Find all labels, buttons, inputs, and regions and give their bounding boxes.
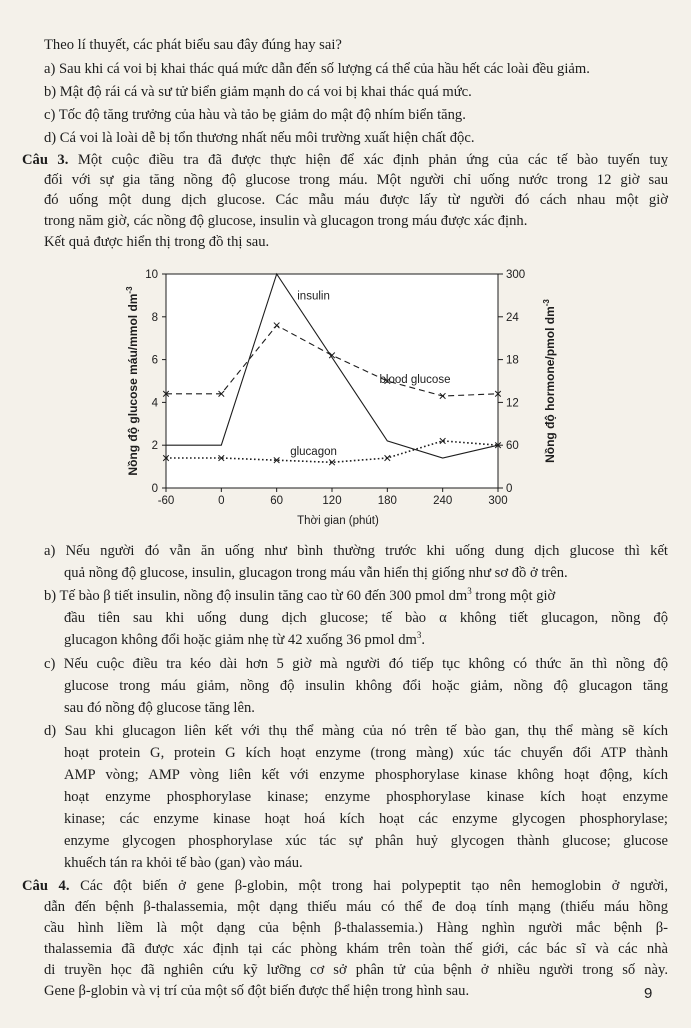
y-right-tick-label: 0 [506,483,513,495]
page-number: 9 [644,985,653,1002]
y-left-tick-label: 8 [151,311,158,324]
x-axis-label: Thời gian (phút) [297,515,379,527]
q4-line-6: Gene β-globin và vị trí của một số đột biến được thể hiện trong hình sau. [44,983,470,999]
insulin-series-label: insulin [297,290,330,303]
x-tick-label: -60 [157,495,175,507]
intro-option-a: a) Sau khi cá voi bị khai thác quá mức dẫn đến số lượng cá thể của hầu hết các loài đều giảm. [44,61,590,77]
q3-option-c-1: c) Nếu cuộc điều tra kéo dài hơn 5 giờ mà người đó tiếp tục không có thức ăn thì nồng độ [44,656,668,672]
y-left-tick-label: 6 [151,354,158,367]
y-right-tick-label: 18 [506,354,519,367]
q3-label: Câu 3. [22,152,69,168]
q4-line-2: dẫn đến bệnh β-thalassemia, một dạng thiếu máu có thể đe doạ tính mạng (thiếu máu hồng [44,899,668,915]
intro-option-b: b) Mật độ rái cá và sư tử biển giảm mạnh do cá voi bị khai thác quá mức. [44,84,472,100]
q3-text-1: Một cuộc điều tra đã được thực hiện để xác định phản ứng của các tế bào tuyến tuỵ [77,152,669,168]
y-axis-left-label: Nồng độ glucose máu/mmol $dm^{-3}$ [125,286,140,476]
blood-glucose-series-label: blood glucose [379,374,451,387]
y-right-tick-label: 24 [506,311,519,324]
q4-line-4: thalassemia đã được xác định tại các phòng khám trên toàn thế giới, các bác sĩ và các nhà [44,941,668,957]
glucagon-series-label: glucagon [290,445,337,458]
q3-option-d-1: d) Sau khi glucagon liên kết với thụ thể màng của nó trên tế bào gan, thụ thể màng sẽ kích [44,723,668,739]
q3-line-1 [22,150,668,170]
q3-option-b-2: đầu tiên sau khi uống dung dịch glucose; tế bào α không tiết glucagon, nồng độ [64,610,668,626]
x-tick-label: 240 [433,495,453,507]
q3-option-b-1: b) Tế bào β tiết insulin, nồng độ insulin tăng cao từ 60 đến 300 pmol $dm^3$ trong một giờ [44,586,556,604]
q3-line-5: Kết quả được hiển thị trong đồ thị sau. [44,234,270,250]
q3-line-2: đối với sự gia tăng nồng độ glucose trong máu. Một người chỉ uống nước trong 12 giờ sau [44,172,668,188]
intro-option-c: c) Tốc độ tăng trưởng của hàu và tảo bẹ giảm do mật độ nhím biển tăng. [44,107,466,123]
q3-option-c-3: sau đó nồng độ glucose tăng lên. [64,700,255,716]
x-tick-label: 60 [270,495,284,507]
q3-option-c-2: glucose trong máu giảm, nồng độ insulin không đổi hoặc giảm, nồng độ glucagon tăng [64,678,668,694]
hormone-glucose-chart [118,258,568,540]
q3-line-3: đó uống một dung dịch glucose. Các mẫu máu được lấy từ người đó cách nhau một giờ [44,192,668,208]
q3-option-d-6: enzyme glycogen phosphorylase xúc tác sự phân huỷ glycogen thành glucose; glucose [64,833,668,849]
q3-option-d-5: kinase; các enzyme kinase hoạt hoá kích hoạt các enzyme glycogen phosphorylase; [64,811,668,827]
q4-label: Câu 4. [22,878,70,894]
y-left-tick-label: 4 [151,397,158,410]
x-tick-label: 120 [322,495,342,507]
y-right-tick-label: 12 [506,397,519,410]
q3-line-4: trong năm giờ, các nồng độ glucose, insulin và glucagon trong máu được xác định. [44,213,528,229]
q3-option-d-2: hoạt protein G, protein G kích hoạt enzyme (trong màng) xúc tác chuyển đổi ATP thành [64,745,668,761]
q3-option-d-3: AMP vòng; AMP vòng liên kết với enzyme phosphorylase kinase không hoạt động, kích [64,767,668,783]
y-right-tick-label: 60 [506,440,519,453]
intro-option-d: d) Cá voi là loài dễ bị tổn thương nhất nếu môi trường xuất hiện chất độc. [44,130,475,146]
y-right-tick-label: 300 [506,269,526,281]
q3-option-d-7: khuếch tán ra khỏi tế bào (gan) vào máu. [64,855,303,871]
x-tick-label: 0 [218,495,225,507]
y-axis-right-label: Nồng độ hormone/pmol $dm^{-3}$ [542,299,557,463]
intro-question: Theo lí thuyết, các phát biểu sau đây đúng hay sai? [44,37,342,53]
q3-option-b-3: glucagon không đổi hoặc giảm nhẹ từ 42 xuống 36 pmol $dm^3$. [64,630,426,648]
q4-text-1: Các đột biến ở gene β-globin, một trong hai polypeptit tạo nên hemoglobin ở người, [80,878,668,894]
q3-option-a-1: a) Nếu người đó vẫn ăn uống như bình thường trước khi uống dung dịch glucose thì kết [44,543,668,559]
q4-line-1 [22,876,668,896]
q3-option-a-2: quả nồng độ glucose, insulin, glucagon trong máu vẫn hiển thị giống như sơ đồ ở trên. [64,565,568,581]
q4-line-5: di truyền học đã nghiên cứu kỹ lưỡng cơ sở phân tử của bệnh ở nhiều người trong số này. [44,962,668,978]
y-left-tick-label: 2 [151,440,158,453]
x-tick-label: 180 [377,495,397,507]
x-tick-label: 300 [488,495,508,507]
q3-option-d-4: hoạt enzyme phosphorylase kinase; enzyme phosphorylase kinase kích hoạt enzyme [64,789,668,805]
y-left-tick-label: 10 [145,269,158,281]
q4-line-3: cầu hình liềm là một dạng của bệnh β-thalassemia.) Hàng nghìn người mắc bệnh β- [44,920,668,936]
y-left-tick-label: 0 [151,483,158,495]
